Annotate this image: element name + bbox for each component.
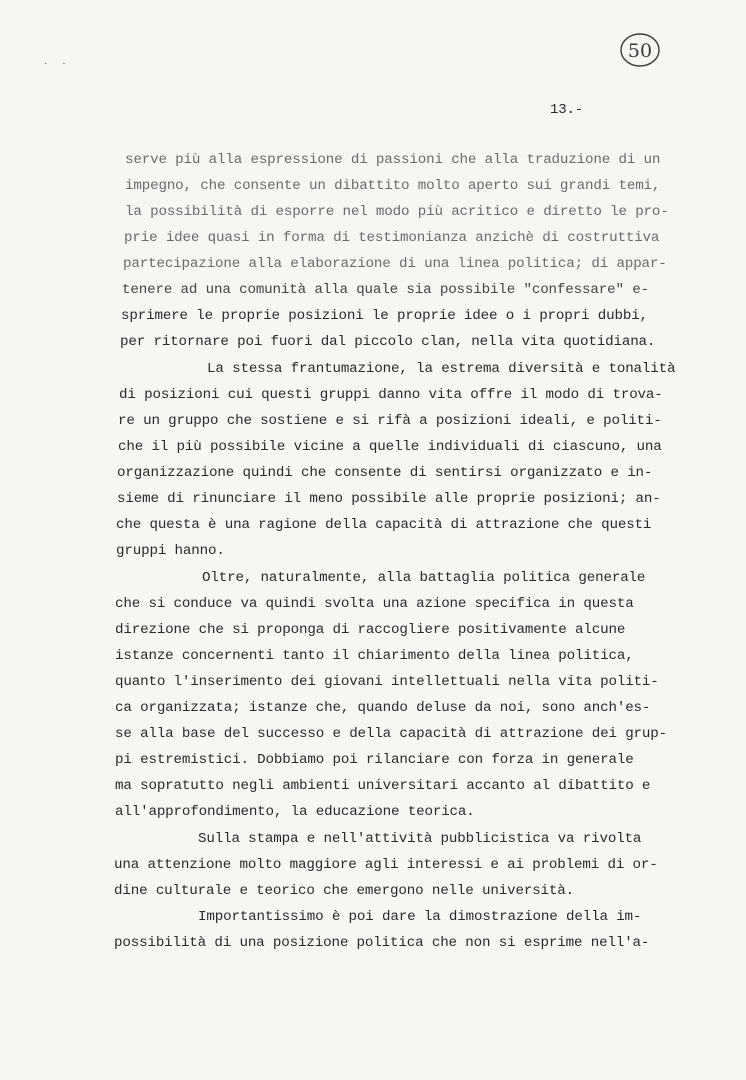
text-line: organizzazione quindi che consente di sentirsi organizzato e in- [117,465,653,481]
text-line: sieme di rinunciare il meno possibile alle proprie posizioni; an- [117,491,661,507]
text-line: serve più alla espressione di passioni che alla traduzione di un [125,152,661,168]
text-line: La stessa frantumazione, la estrema diversità e tonalità [207,361,676,377]
text-line: Sulla stampa e nell'attività pubblicistica va rivolta [198,831,642,847]
text-line: ma sopratutto negli ambienti universitari accanto al dibattito e [115,778,651,794]
text-line: possibilità di una posizione politica che non si esprime nell'a- [114,935,650,951]
text-line: la possibilità di esporre nel modo più acritico e diretto le pro- [125,204,669,220]
text-line: prie idee quasi in forma di testimonianza anzichè di costruttiva [124,230,660,246]
text-line: tenere ad una comunità alla quale sia possibile "confessare" e- [122,282,649,298]
text-line: di posizioni cui questi gruppi danno vita offre il modo di trova- [119,387,663,403]
text-line: per ritornare poi fuori dal piccolo clan, nella vita quotidiana. [120,334,656,350]
text-line: re un gruppo che sostiene e si rifà a posizioni ideali, e politi- [118,413,662,429]
text-line: impegno, che consente un dibattito molto aperto sui grandi temi, [125,178,661,194]
text-line: quanto l'inserimento dei giovani intellettuali nella vita politi- [115,674,659,690]
text-line: all'approfondimento, la educazione teorica. [115,804,475,820]
text-line: Importantissimo è poi dare la dimostrazione della im- [198,909,642,925]
corner-marks: . . [44,56,72,67]
text-line: pi estremistici. Dobbiamo poi rilanciare con forza in generale [115,752,634,768]
text-line: che questa è una ragione della capacità di attrazione che questi [116,517,652,533]
text-line: gruppi hanno. [116,543,225,559]
text-line: istanze concernenti tanto il chiarimento della linea politica, [115,648,634,664]
text-line: che si conduce va quindi svolta una azione specifica in questa [115,596,634,612]
text-line: partecipazione alla elaborazione di una linea politica; di appar- [123,256,667,272]
page-stamp [618,30,662,70]
text-line: una attenzione molto maggiore agli interessi e ai problemi di or- [114,857,658,873]
page-number: 13.- [550,102,584,118]
text-line: sprimere le proprie posizioni le proprie idee o i propri dubbi, [121,308,648,324]
stamp-number: 50 [627,40,653,62]
text-line: direzione che si proponga di raccogliere positivamente alcune [115,622,626,638]
text-line: ca organizzata; istanze che, quando deluse da noi, sono anch'es- [115,700,651,716]
text-line: Oltre, naturalmente, alla battaglia politica generale [202,570,646,586]
text-line: dine culturale e teorico che emergono nelle università. [114,883,575,899]
text-line: che il più possibile vicine a quelle individuali di ciascuno, una [118,439,662,455]
text-line: se alla base del successo e della capacità di attrazione dei grup- [115,726,668,742]
